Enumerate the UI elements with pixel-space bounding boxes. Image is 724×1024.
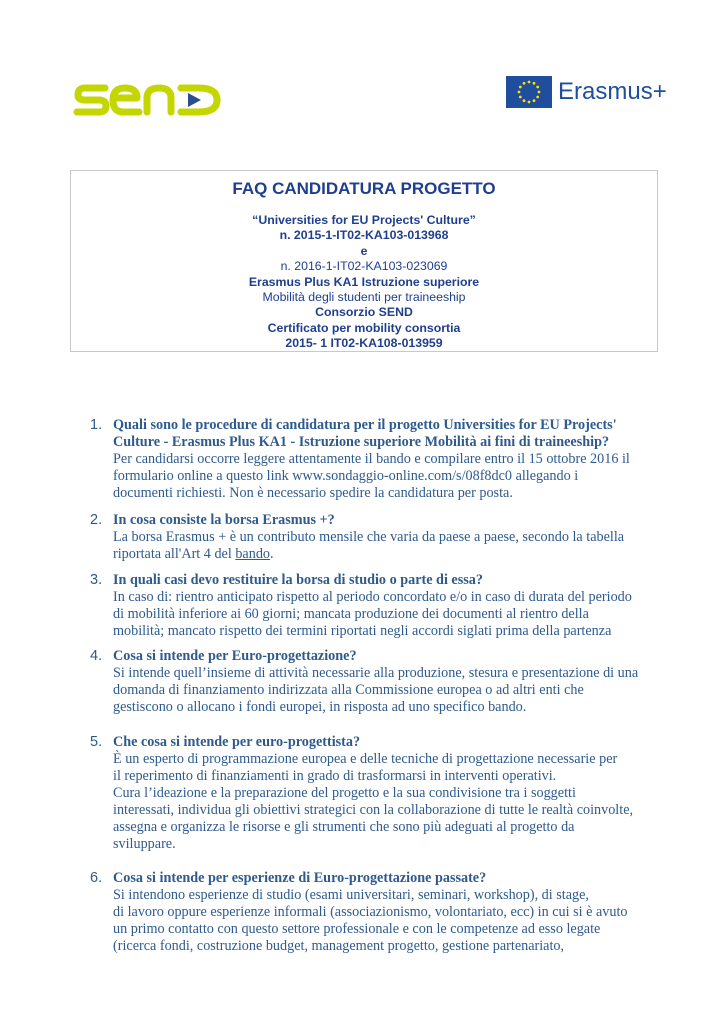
faq-question: Culture - Erasmus Plus KA1 - Istruzione superiore Mobilità ai fini di traineeship?: [113, 434, 610, 450]
faq-answer: Si intendono esperienze di studio (esami universitari, seminari, workshop), di stage,: [113, 887, 589, 903]
conjunction: e: [360, 243, 368, 258]
consortium: Consorzio SEND: [315, 305, 413, 320]
project-name: “Universities for EU Projects' Culture”: [252, 213, 476, 227]
project-number-2: n. 2016-1-IT02-KA103-023069: [280, 259, 448, 274]
bando-link[interactable]: bando: [235, 546, 271, 562]
faq-number: 1.: [90, 417, 103, 433]
faq-answer: documenti richiesti. Non è necessario spedire la candidatura per posta.: [113, 485, 513, 501]
faq-question: Cosa si intende per Euro-progettazione?: [113, 648, 357, 664]
project-number-1: n. 2015-1-IT02-KA103-013968: [279, 228, 449, 243]
faq-answer: domanda di finanziamento indirizzata alla Commissione europea o ad altri enti che: [113, 682, 584, 698]
faq-item-6: [90, 870, 670, 955]
faq-answer: di lavoro oppure esperienze informali (associazionismo, volontariato, ecc) in cui si è avuto: [113, 904, 628, 920]
faq-answer: Cura l’ideazione e la preparazione del progetto e la sua condivisione tra i soggetti: [113, 785, 576, 801]
erasmus-plus-wordmark: Erasmus+: [558, 78, 667, 105]
faq-answer: [113, 546, 670, 563]
header-box: [70, 170, 658, 352]
faq-answer: sviluppare.: [113, 836, 176, 852]
faq-answer: mobilità; mancato rispetto dei termini riportati negli accordi siglati prima della partenza: [113, 623, 612, 639]
faq-answer: La borsa Erasmus + è un contributo mensile che varia da paese a paese, secondo la tabella: [113, 529, 625, 545]
faq-answer-text: .: [270, 546, 274, 562]
faq-answer-text: riportata all'Art 4 del: [113, 546, 236, 562]
eu-flag-icon: [506, 76, 552, 108]
faq-answer: formulario online a questo link www.sondaggio-online.com/s/08f8dc0 allegando i: [113, 468, 579, 484]
faq-answer: In caso di: rientro anticipato rispetto al periodo concordato e/o in caso di durata del periodo: [113, 589, 632, 605]
faq-item-3: [90, 572, 670, 640]
faq-answer: assegna e organizza le risorse e gli strumenti che sono più adeguati al progetto da: [113, 819, 575, 835]
faq-answer: di mobilità inferiore ai 60 giorni; mancata produzione dei documenti al rientro della: [113, 606, 589, 622]
faq-answer: un primo contatto con questo settore professionale e con le competenze ad esso legate: [113, 921, 601, 937]
faq-answer: È un esperto di programmazione europea e delle tecniche di progettazione necessarie per: [113, 751, 618, 767]
faq-question: In cosa consiste la borsa Erasmus +?: [113, 512, 335, 528]
programme: Erasmus Plus KA1 Istruzione superiore: [248, 274, 480, 289]
faq-answer: gestiscono o allocano i fondi europei, in risposta ad uno specifico bando.: [113, 699, 527, 715]
document-title: FAQ CANDIDATURA PROGETTO: [232, 179, 496, 198]
faq-item-2: [90, 512, 670, 563]
faq-question: Cosa si intende per esperienze di Euro-progettazione passate?: [113, 870, 487, 886]
faq-number: 3.: [90, 572, 103, 588]
faq-item-1: [90, 417, 670, 502]
send-logo-mark: [73, 78, 223, 120]
faq-question: Che cosa si intende per euro-progettista?: [113, 734, 361, 750]
faq-item-5: [90, 734, 670, 853]
faq-item-4: [90, 648, 670, 716]
faq-question: Quali sono le procedure di candidatura per il progetto Universities for EU Projects': [113, 417, 617, 433]
faq-number: 5.: [90, 734, 103, 750]
faq-answer: interessati, individua gli obiettivi strategici con la collaborazione di tutte le realtà coinvolte,: [113, 802, 634, 818]
erasmus-plus-logo: [504, 72, 667, 114]
mobility-type: Mobilità degli studenti per traineeship: [262, 290, 466, 305]
faq-answer: Per candidarsi occorre leggere attentamente il bando e compilare entro il 15 ottobre 2016 il: [113, 451, 630, 467]
send-logo: [73, 78, 223, 120]
faq-number: 2.: [90, 512, 103, 528]
faq-answer: il reperimento di finanziamenti in grado di trasformarsi in interventi operativi.: [113, 768, 557, 784]
faq-answer: (ricerca fondi, costruzione budget, management progetto, gestione partenariato,: [113, 938, 565, 954]
faq-question: In quali casi devo restituire la borsa di studio o parte di essa?: [113, 572, 483, 588]
certificate-number: 2015- 1 IT02-KA108-013959: [285, 336, 443, 351]
faq-number: 6.: [90, 870, 103, 886]
faq-number: 4.: [90, 648, 103, 664]
certificate: Certificato per mobility consortia: [267, 320, 461, 335]
faq-answer: Si intende quell’insieme di attività necessarie alla produzione, stesura e presentazione di una: [113, 665, 639, 681]
